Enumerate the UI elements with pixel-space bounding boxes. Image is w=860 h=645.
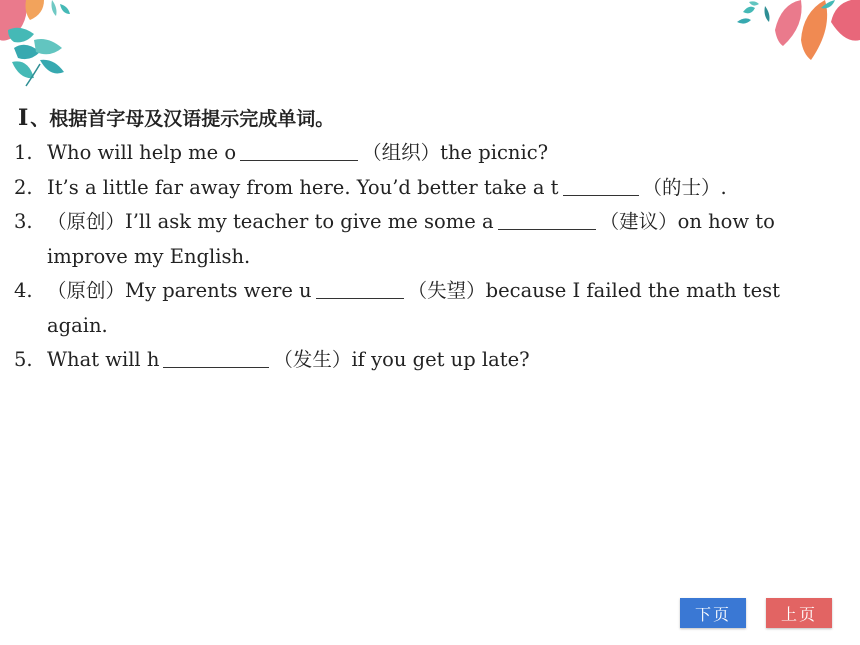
question-5 xyxy=(14,343,844,378)
question-text: I’ll ask my teacher to give me some a xyxy=(125,210,494,233)
original-tag: （原创） xyxy=(47,210,126,233)
question-number: 4. xyxy=(14,279,33,302)
chinese-hint: （失望） xyxy=(407,279,486,302)
section-instruction: 、根据首字母及汉语提示完成单词。 xyxy=(30,108,335,130)
section-roman-numeral: I xyxy=(18,105,29,131)
question-text: Who will help me o xyxy=(47,141,237,164)
question-4 xyxy=(14,274,844,343)
question-number: 1. xyxy=(14,141,33,164)
question-text-after: the picnic? xyxy=(440,141,549,164)
exercise-section xyxy=(14,104,844,378)
answer-blank[interactable] xyxy=(316,276,404,299)
question-3 xyxy=(14,205,844,274)
question-text-after: because I failed the math test again. xyxy=(47,279,781,337)
previous-page-button[interactable]: 上页 xyxy=(766,598,832,628)
answer-blank[interactable] xyxy=(163,345,269,368)
answer-blank[interactable] xyxy=(563,173,639,196)
question-text: What will h xyxy=(47,348,160,371)
answer-blank[interactable] xyxy=(240,138,358,161)
chinese-hint: （发生） xyxy=(273,348,352,371)
original-tag: （原创） xyxy=(47,279,126,302)
question-number: 3. xyxy=(14,210,33,233)
chinese-hint: （建议） xyxy=(599,210,678,233)
section-heading xyxy=(18,104,844,136)
question-text-after: if you get up late? xyxy=(351,348,530,371)
next-page-button[interactable]: 下页 xyxy=(680,598,746,628)
question-text-after: on how to improve my English. xyxy=(47,210,775,268)
question-1 xyxy=(14,136,844,171)
chinese-hint: （组织） xyxy=(362,141,441,164)
question-text: My parents were u xyxy=(125,279,312,302)
leaf-decoration-left-icon xyxy=(0,0,80,95)
answer-blank[interactable] xyxy=(498,207,596,230)
question-number: 2. xyxy=(14,175,33,199)
chinese-hint: （的士） xyxy=(642,175,721,199)
question-number: 5. xyxy=(14,348,33,371)
question-2 xyxy=(14,171,844,206)
question-text-after: . xyxy=(720,175,727,199)
question-text: It’s a little far away from here. You’d better take a t xyxy=(47,175,559,199)
leaf-decoration-right-icon xyxy=(735,0,860,70)
